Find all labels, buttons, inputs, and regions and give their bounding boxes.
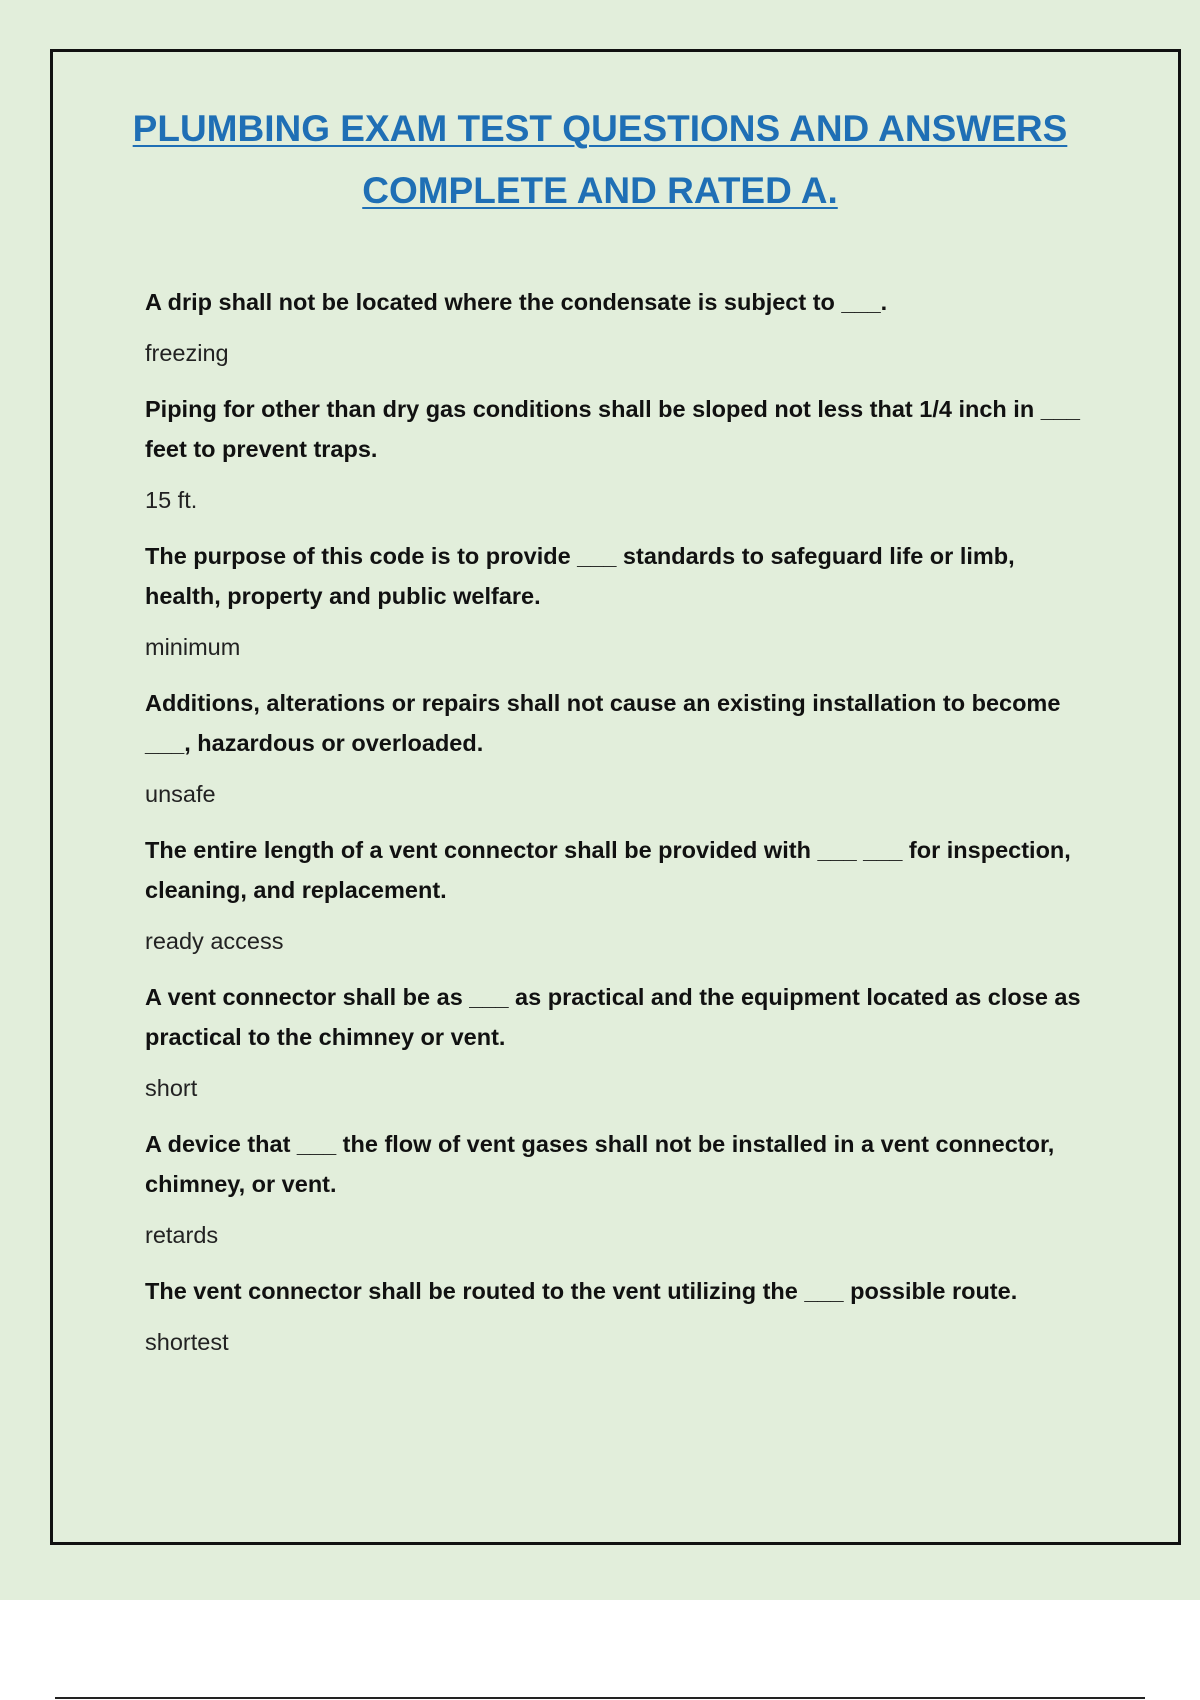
title-line-1: PLUMBING EXAM TEST QUESTIONS AND ANSWERS xyxy=(132,108,1068,149)
question-3: The purpose of this code is to provide ___ standards to safeguard life or limb, health, property and public welfare. xyxy=(145,543,1015,609)
question-1: A drip shall not be located where the condensate is subject to ___. xyxy=(145,289,888,315)
question-6: A vent connector shall be as ___ as practical and the equipment located as close as practical to the chimney or vent. xyxy=(145,984,1081,1050)
question-7: A device that ___ the flow of vent gases shall not be installed in a vent connector, chimney, or vent. xyxy=(145,1131,1055,1197)
answer-8: shortest xyxy=(145,1329,229,1355)
question-4: Additions, alterations or repairs shall not cause an existing installation to become ___, hazardous or overloaded. xyxy=(145,690,1061,756)
question-5: The entire length of a vent connector shall be provided with ___ ___ for inspection, cleaning, and replacement. xyxy=(145,837,1071,903)
question-answer-list xyxy=(145,282,1095,1378)
footer-divider xyxy=(55,1697,1145,1699)
answer-7: retards xyxy=(145,1222,219,1248)
answer-3: minimum xyxy=(145,634,241,660)
answer-5: ready access xyxy=(145,928,284,954)
answer-2: 15 ft. xyxy=(145,487,198,513)
question-2: Piping for other than dry gas conditions shall be sloped not less that 1/4 inch in ___ feet to prevent traps. xyxy=(145,396,1080,462)
answer-6: short xyxy=(145,1075,198,1101)
question-8: The vent connector shall be routed to the vent utilizing the ___ possible route. xyxy=(145,1278,1018,1304)
document-title xyxy=(0,98,1200,222)
title-line-2: COMPLETE AND RATED A. xyxy=(362,170,838,211)
answer-1: freezing xyxy=(145,340,229,366)
answer-4: unsafe xyxy=(145,781,216,807)
